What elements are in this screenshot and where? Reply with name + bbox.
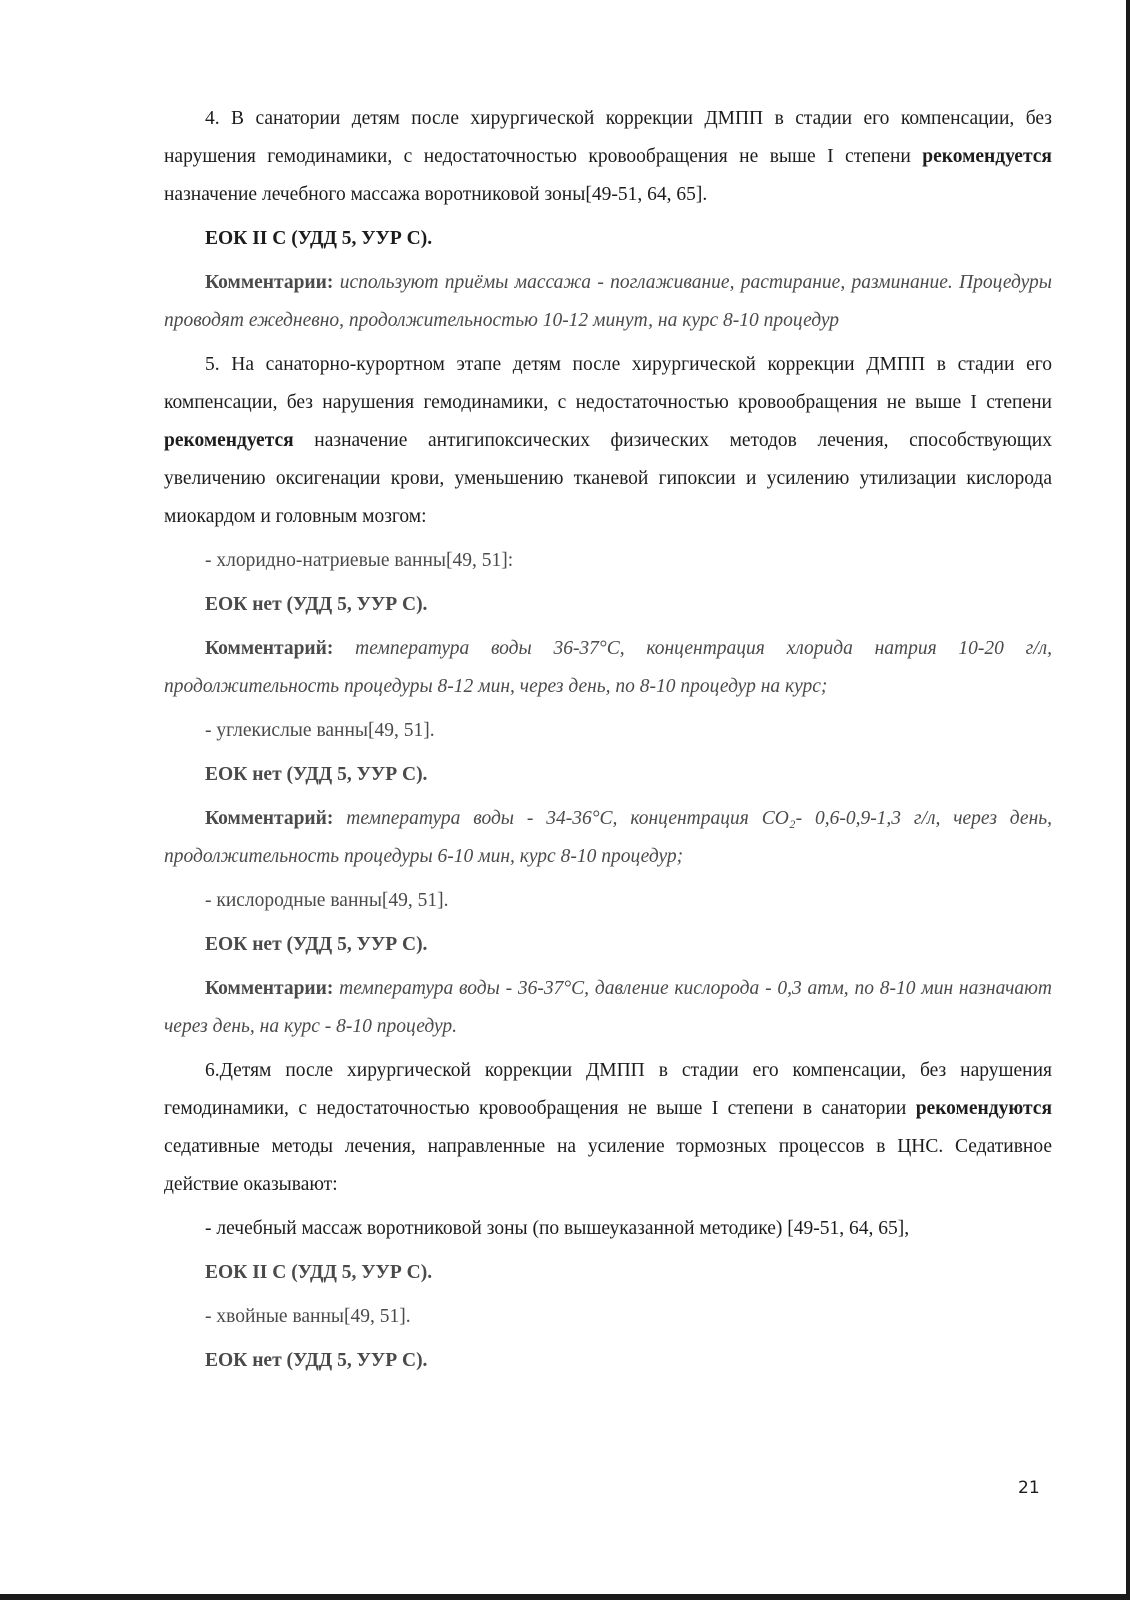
paragraph-text: назначение антигипоксических физических методов лечения, способствующих увеличению оксигенации крови, уменьшению тканевой гипоксии и усилению утилизации кислорода миокардом и головным мозгом:	[164, 430, 1052, 527]
paragraph-text: 4. В санатории детям после хирургической коррекции ДМПП в стадии его компенсации, без нарушения гемодинамики, с недостаточностью кровообращения не выше I степени	[164, 108, 1052, 167]
comment-2	[164, 630, 1052, 706]
paragraph-5	[164, 346, 1052, 536]
comment-text: температура воды 36-37°С, концентрация хлорида натрия 10-20 г/л, продолжительность процедуры 8-12 мин, через день, по 8-10 процедур на курс;	[164, 638, 1052, 697]
recommendation-keyword: рекомендуется	[164, 430, 294, 451]
evidence-level: ЕОК нет (УДД 5, УУР С).	[205, 594, 428, 615]
document-body	[164, 100, 1052, 1386]
paragraph-text: назначение лечебного массажа воротниковой зоны[49-51, 64, 65].	[164, 184, 708, 205]
page-number: 21	[1018, 1478, 1040, 1498]
comment-text: температура воды - 34-36°С, концентрация CO₂- 0,6-0,9-1,3 г/л, через день, продолжительность процедуры 6-10 мин, курс 8-10 процедур;	[164, 808, 1052, 867]
comment-label: Комментарий:	[205, 808, 334, 829]
comment-3	[164, 800, 1052, 876]
list-item: - хлоридно-натриевые ванны[49, 51]:	[205, 550, 514, 571]
evidence-level: ЕОК нет (УДД 5, УУР С).	[205, 1350, 428, 1371]
list-item: - углекислые ванны[49, 51].	[205, 720, 435, 741]
recommendation-keyword: рекомендуются	[915, 1098, 1052, 1119]
list-item: - кислородные ванны[49, 51].	[205, 890, 449, 911]
paragraph-6	[164, 1052, 1052, 1204]
list-item: - лечебный массаж воротниковой зоны (по вышеуказанной методике) [49-51, 64, 65],	[205, 1218, 910, 1239]
paragraph-text: 5. На санаторно-курортном этапе детям после хирургической коррекции ДМПП в стадии его компенсации, без нарушения гемодинамики, с недостаточностью кровообращения не выше I степени	[164, 354, 1052, 413]
comment-text: используют приёмы массажа - поглаживание, растирание, разминание. Процедуры проводят ежедневно, продолжительностью 10-12 минут, на курс 8-10 процедур	[164, 272, 1052, 331]
evidence-level: ЕОК II С (УДД 5, УУР С).	[205, 1262, 433, 1283]
comment-label: Комментарии:	[205, 272, 334, 293]
comment-label: Комментарий:	[205, 638, 334, 659]
comment-4	[164, 970, 1052, 1046]
evidence-level: ЕОК нет (УДД 5, УУР С).	[205, 764, 428, 785]
paragraph-text: 6.Детям после хирургической коррекции ДМПП в стадии его компенсации, без нарушения гемодинамики, с недостаточностью кровообращения не выше I степени в санатории	[164, 1060, 1052, 1119]
comment-label: Комментарии:	[205, 978, 334, 999]
paragraph-4	[164, 100, 1052, 214]
evidence-level: ЕОК нет (УДД 5, УУР С).	[205, 934, 428, 955]
comment-text: температура воды - 36-37°С, давление кислорода - 0,3 атм, по 8-10 мин назначают через день, на курс - 8-10 процедур.	[164, 978, 1052, 1037]
paragraph-text: седативные методы лечения, направленные на усиление тормозных процессов в ЦНС. Седативное действие оказывают:	[164, 1136, 1052, 1195]
recommendation-keyword: рекомендуется	[922, 146, 1052, 167]
evidence-level: ЕОК II С (УДД 5, УУР С).	[205, 228, 433, 249]
list-item: - хвойные ванны[49, 51].	[205, 1306, 411, 1327]
comment-1	[164, 264, 1052, 340]
